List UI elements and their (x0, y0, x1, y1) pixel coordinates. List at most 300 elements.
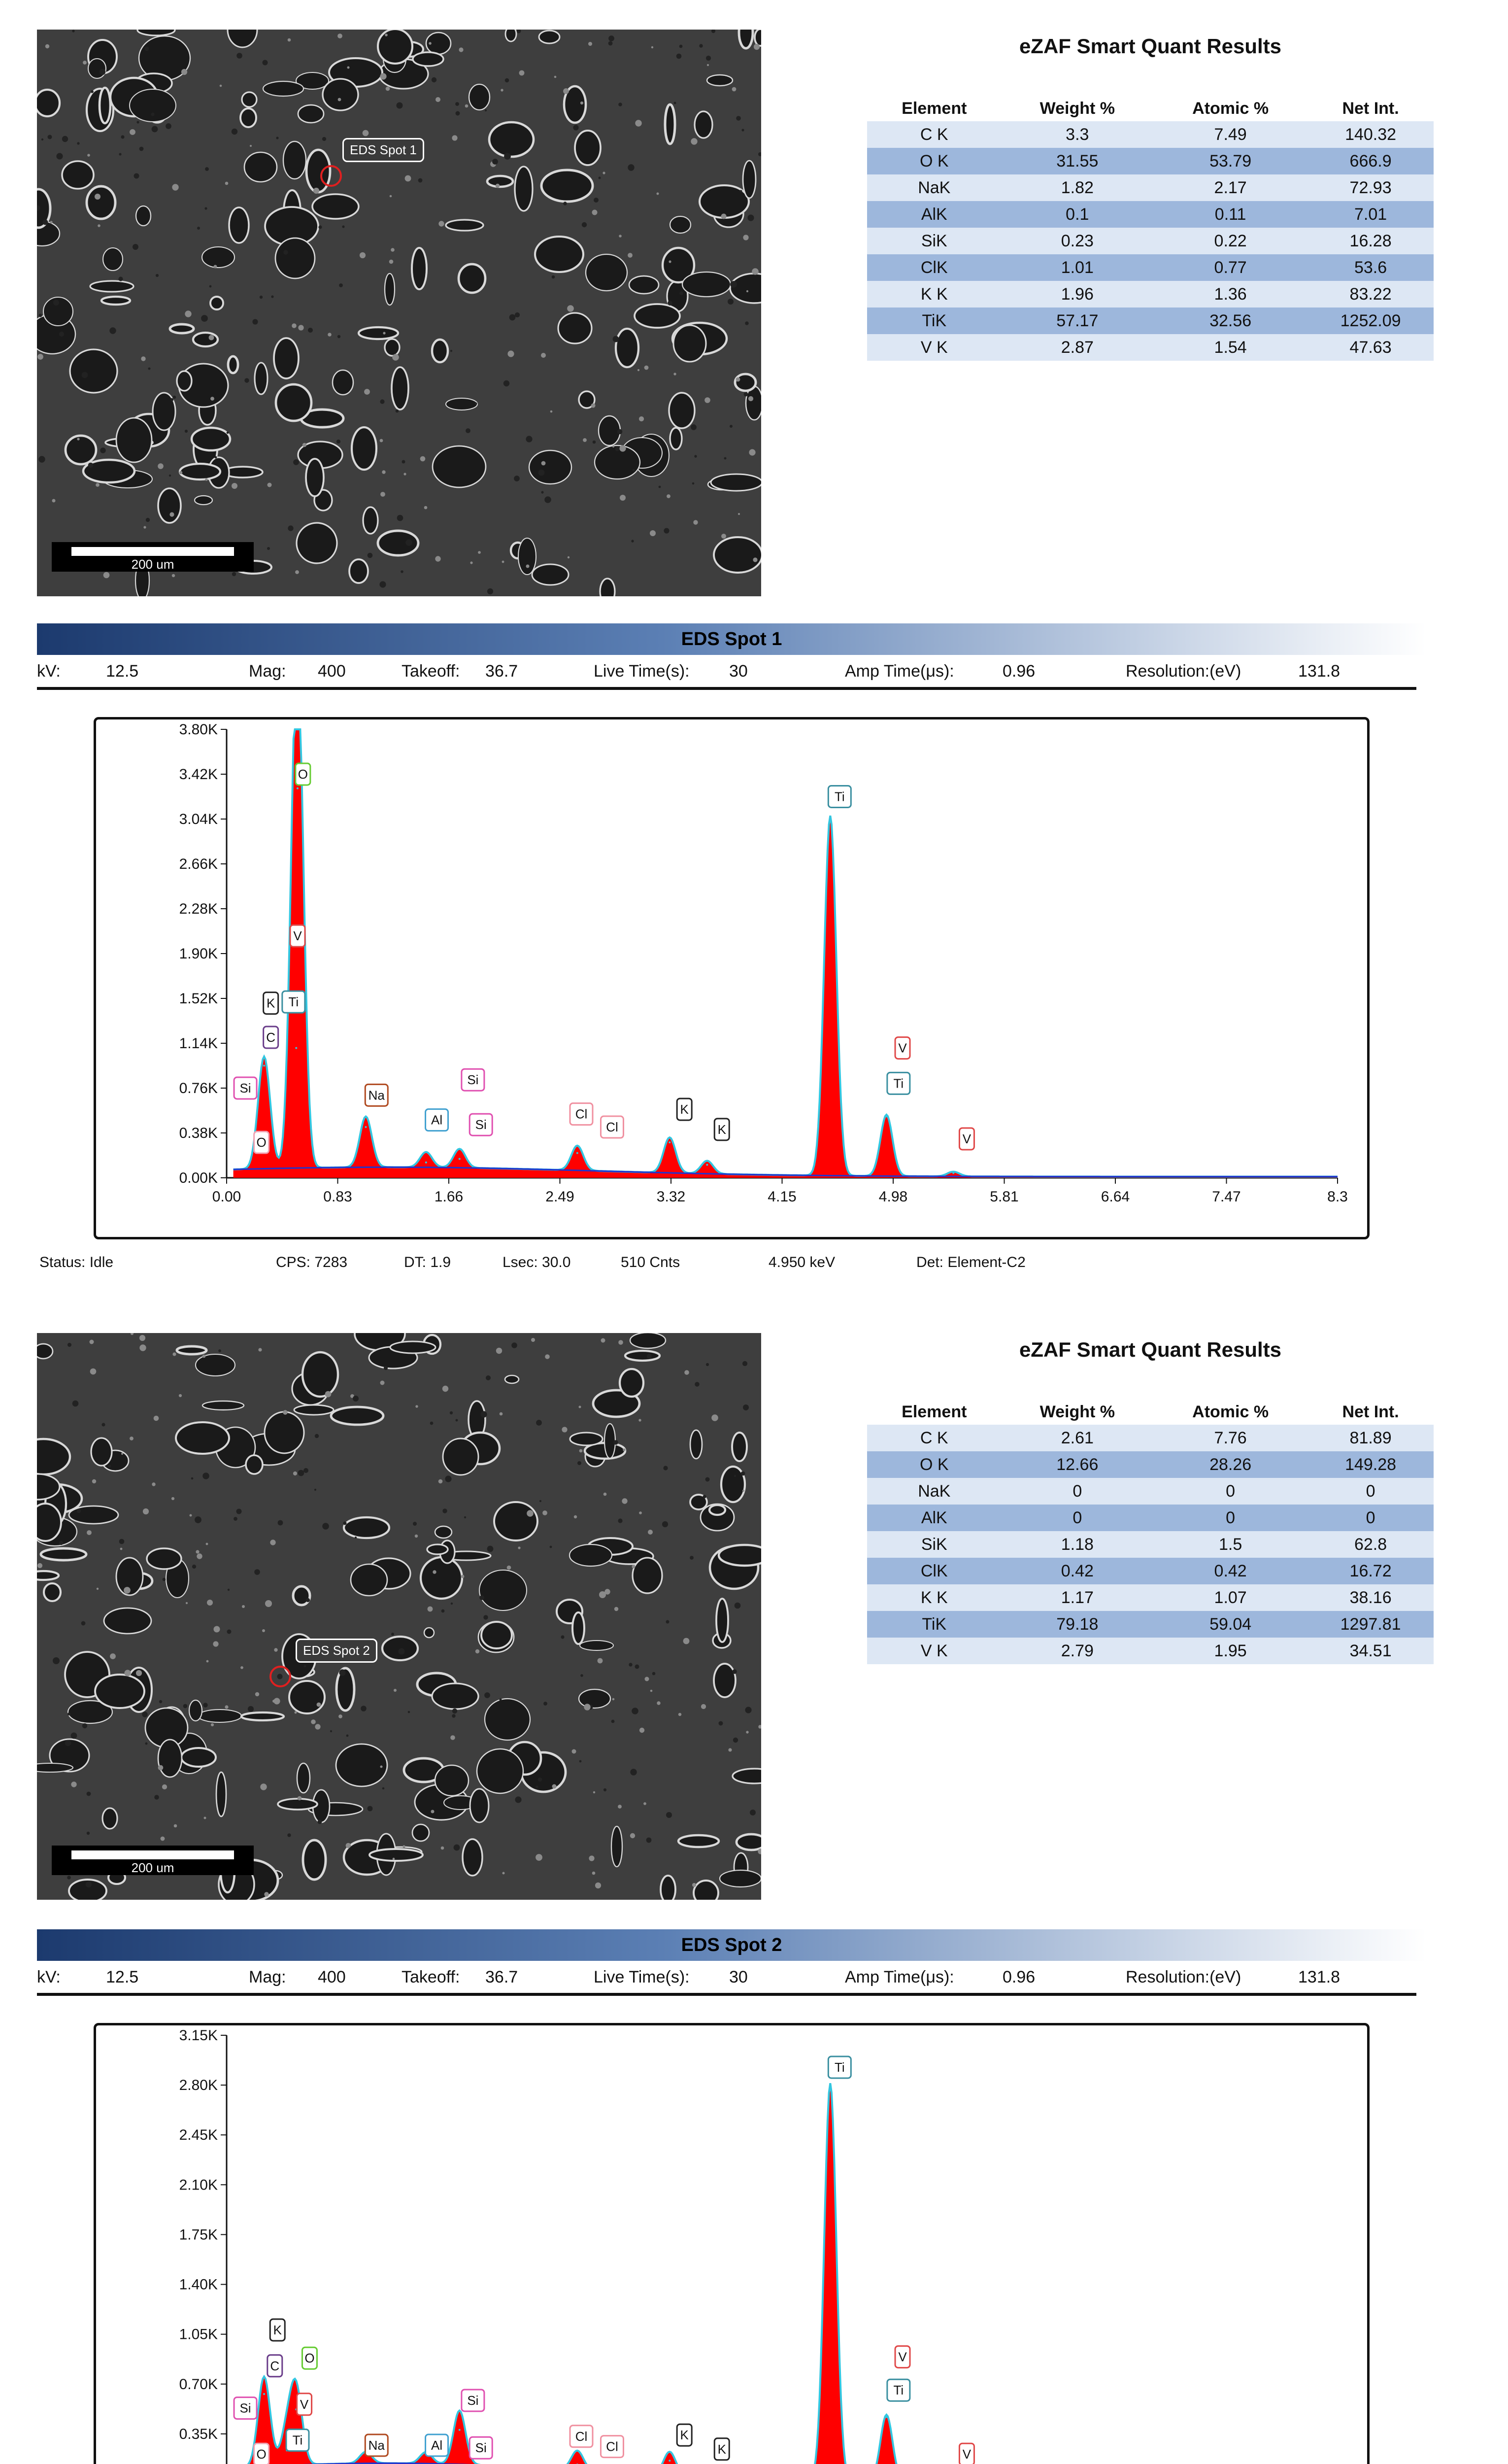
surface-grain (538, 1778, 542, 1782)
surface-grain (267, 547, 270, 550)
surface-grain (603, 1493, 607, 1496)
table-cell: 0.23 (1002, 228, 1154, 254)
surface-pit (37, 1439, 70, 1474)
acquisition-params (37, 1961, 1416, 1996)
surface-pit (336, 1668, 354, 1711)
surface-grain (179, 1394, 182, 1397)
surface-pit (385, 339, 400, 356)
status-bar (39, 1254, 1419, 1274)
surface-grain (648, 1530, 653, 1535)
surface-pit (44, 1583, 61, 1601)
surface-grain (505, 78, 509, 83)
surface-grain (234, 1517, 237, 1521)
surface-grain (562, 1427, 567, 1432)
surface-grain (746, 1731, 748, 1733)
surface-pit (363, 507, 378, 534)
surface-grain (265, 1600, 272, 1607)
table-cell: 1252.09 (1307, 308, 1434, 334)
table-cell: 666.9 (1307, 148, 1434, 174)
surface-grain (227, 432, 229, 434)
table-row (867, 121, 1434, 148)
element-label: Ti (893, 1076, 904, 1091)
surface-grain (143, 526, 146, 528)
surface-pit (421, 1557, 462, 1599)
surface-pit (481, 1622, 512, 1648)
surface-grain (242, 1605, 245, 1608)
surface-grain (336, 440, 340, 444)
surface-grain (622, 1498, 627, 1504)
surface-grain (608, 35, 614, 41)
surface-pit (298, 105, 324, 123)
surface-grain (71, 1781, 76, 1787)
surface-grain (574, 1515, 577, 1518)
element-label: O (304, 2351, 315, 2366)
surface-grain (741, 1472, 745, 1476)
acq-amp: 0.96 (1003, 662, 1036, 681)
surface-grain (663, 1466, 668, 1470)
surface-grain (428, 1607, 433, 1612)
sem-image-1 (37, 30, 761, 596)
surface-pit (193, 333, 218, 346)
surface-pit (412, 1824, 429, 1841)
table-cell: V K (867, 334, 1002, 361)
surface-grain (380, 1766, 383, 1768)
surface-pit (170, 324, 194, 333)
table-cell: 7.01 (1307, 201, 1434, 228)
surface-grain (583, 438, 587, 442)
surface-grain (465, 104, 469, 108)
surface-grain (451, 1603, 453, 1605)
scale-bar-line (71, 547, 234, 556)
surface-grain (173, 396, 176, 399)
table-cell: 59.04 (1153, 1611, 1307, 1638)
table-row (867, 1425, 1434, 1451)
surface-grain (87, 1832, 90, 1835)
table-cell: 16.28 (1307, 228, 1434, 254)
surface-grain (588, 42, 592, 46)
surface-grain (262, 1629, 265, 1632)
surface-grain (151, 112, 154, 116)
surface-grain (258, 1348, 262, 1351)
surface-pit (359, 327, 398, 339)
surface-grain (721, 534, 726, 539)
surface-grain (743, 1404, 749, 1410)
surface-grain (148, 368, 151, 370)
surface-pit (103, 248, 123, 271)
surface-grain (45, 44, 49, 48)
surface-pit (196, 1354, 235, 1376)
y-tick-label: 2.66K (179, 856, 218, 872)
surface-grain (631, 540, 634, 542)
surface-grain (87, 154, 90, 157)
surface-grain (618, 1518, 622, 1523)
surface-pit (477, 1749, 523, 1793)
surface-grain (37, 354, 43, 360)
surface-grain (552, 275, 555, 279)
surface-grain (304, 1665, 306, 1668)
surface-grain (403, 473, 406, 475)
table-row (867, 1531, 1434, 1558)
surface-grain (684, 1370, 689, 1375)
acq-mag: 400 (318, 662, 346, 681)
acq-live: 30 (729, 662, 748, 681)
surface-grain (244, 378, 249, 382)
element-label: V (300, 2396, 309, 2412)
surface-grain (166, 123, 171, 129)
surface-grain (450, 350, 452, 352)
surface-pit (265, 1412, 304, 1453)
surface-grain (124, 1670, 131, 1676)
surface-grain (619, 235, 622, 238)
surface-grain (582, 222, 587, 227)
element-label: K (680, 1102, 689, 1117)
surface-pit (600, 579, 615, 596)
surface-grain (298, 1796, 302, 1801)
surface-grain (92, 1479, 96, 1483)
surface-grain (579, 1449, 583, 1453)
surface-grain (603, 1788, 606, 1791)
surface-grain (738, 513, 740, 515)
surface-grain (454, 1845, 460, 1851)
surface-grain (196, 1550, 199, 1553)
surface-grain (691, 424, 697, 430)
surface-grain (650, 530, 656, 536)
surface-pit (714, 537, 761, 573)
surface-grain (337, 335, 340, 338)
surface-grain (152, 126, 158, 133)
surface-grain (758, 1725, 761, 1728)
surface-grain (101, 1423, 105, 1426)
surface-pit (487, 176, 513, 187)
surface-grain (679, 291, 683, 295)
surface-grain (438, 221, 444, 226)
surface-pit (263, 81, 303, 96)
surface-pit (323, 79, 358, 110)
surface-grain (120, 1548, 123, 1550)
surface-grain (475, 1649, 479, 1653)
surface-grain (38, 456, 45, 462)
surface-grain (100, 69, 105, 75)
table-row (867, 174, 1434, 201)
surface-pit (586, 254, 627, 291)
surface-grain (592, 1872, 596, 1875)
surface-grain (393, 1858, 395, 1860)
surface-grain (292, 323, 297, 328)
peak-point (459, 1158, 461, 1160)
surface-grain (550, 1546, 552, 1548)
surface-pit (177, 1346, 206, 1354)
table-cell: 0.1 (1002, 201, 1154, 228)
sem-texture (37, 30, 761, 596)
table-header-row (867, 1400, 1434, 1425)
surface-grain (91, 90, 94, 93)
table-cell: 1.95 (1153, 1638, 1307, 1664)
surface-grain (141, 356, 145, 361)
surface-grain (342, 225, 344, 228)
surface-grain (517, 30, 521, 33)
surface-grain (683, 1638, 690, 1644)
table-cell: TiK (867, 1611, 1002, 1638)
surface-pit (195, 496, 212, 505)
surface-grain (628, 253, 633, 258)
surface-grain (322, 1523, 329, 1530)
surface-grain (190, 1514, 192, 1517)
surface-pit (535, 237, 583, 272)
peak-point (576, 1152, 578, 1154)
surface-grain (572, 1749, 576, 1754)
table-cell: 1.96 (1002, 281, 1154, 308)
acq-amp-label: Amp Time(μs): (845, 1968, 954, 1986)
surface-pit (390, 1341, 436, 1353)
surface-grain (163, 1578, 166, 1581)
surface-grain (278, 1520, 283, 1526)
spectrum-area (234, 2083, 1338, 2464)
surface-pit (278, 1799, 317, 1810)
surface-grain (264, 1892, 268, 1896)
surface-grain (515, 312, 520, 317)
scale-bar (52, 542, 254, 572)
surface-grain (541, 461, 546, 466)
element-label: Ti (288, 994, 299, 1010)
surface-pit (385, 274, 395, 305)
element-label: O (256, 2447, 267, 2462)
surface-grain (158, 463, 164, 469)
surface-grain (478, 551, 481, 554)
surface-grain (82, 372, 88, 378)
column-header: Net Int. (1307, 96, 1434, 121)
surface-pit (435, 1765, 469, 1796)
surface-grain (691, 138, 697, 144)
surface-pit (382, 1637, 418, 1660)
surface-pit (37, 1504, 61, 1541)
element-label: Ti (834, 789, 845, 804)
surface-grain (593, 441, 596, 444)
table-cell: 0.42 (1002, 1558, 1154, 1584)
surface-pit (88, 59, 106, 78)
surface-grain (382, 470, 385, 474)
surface-pit (180, 464, 220, 479)
surface-grain (108, 1465, 111, 1468)
surface-grain (507, 350, 514, 357)
surface-pit (351, 1564, 387, 1596)
surface-grain (318, 225, 322, 229)
surface-pit (694, 1881, 718, 1900)
surface-grain (408, 1770, 410, 1772)
surface-grain (152, 1482, 155, 1486)
table-cell: 0 (1002, 1478, 1154, 1505)
surface-grain (645, 1677, 649, 1681)
surface-grain (90, 1340, 94, 1344)
surface-pit (669, 393, 695, 428)
table-cell: NaK (867, 1478, 1002, 1505)
surface-grain (53, 300, 59, 306)
surface-grain (612, 1698, 615, 1701)
table-cell: 47.63 (1307, 334, 1434, 361)
peak-point (669, 1141, 670, 1143)
surface-grain (479, 1595, 484, 1600)
surface-grain (579, 1406, 581, 1408)
surface-grain (706, 1363, 709, 1366)
surface-grain (418, 178, 423, 183)
y-tick-label: 0.35K (179, 2426, 218, 2442)
surface-grain (666, 1812, 672, 1818)
surface-pit (579, 1689, 610, 1708)
surface-grain (436, 97, 440, 102)
surface-grain (274, 1648, 277, 1651)
surface-grain (561, 1635, 564, 1639)
surface-grain (161, 1837, 165, 1841)
surface-pit (424, 1628, 434, 1638)
surface-grain (218, 1349, 221, 1352)
surface-grain (88, 463, 94, 468)
surface-grain (191, 1477, 194, 1480)
surface-grain (536, 1785, 538, 1788)
surface-pit (539, 31, 560, 43)
surface-grain (210, 397, 214, 401)
surface-grain (515, 1796, 521, 1803)
scale-label: 200 um (131, 1860, 174, 1875)
surface-grain (380, 439, 383, 443)
surface-grain (283, 250, 288, 255)
surface-pit (176, 1422, 229, 1454)
surface-grain (130, 1437, 134, 1440)
surface-grain (580, 1674, 583, 1677)
surface-grain (500, 1412, 503, 1416)
surface-grain (501, 89, 503, 91)
surface-grain (735, 1603, 741, 1609)
peak-point (706, 1164, 708, 1166)
surface-pit (246, 1455, 263, 1474)
surface-pit (62, 161, 94, 189)
acq-res: 131.8 (1298, 662, 1340, 681)
surface-grain (162, 1784, 167, 1789)
surface-grain (593, 1791, 595, 1793)
table-cell: 7.49 (1153, 121, 1307, 148)
surface-grain (589, 1855, 594, 1861)
surface-pit (241, 1712, 284, 1720)
spectrum-plot (96, 2025, 1367, 2464)
table-cell: 31.55 (1002, 148, 1154, 174)
surface-grain (385, 34, 388, 36)
surface-grain (736, 377, 740, 382)
surface-grain (195, 1516, 201, 1523)
surface-grain (314, 1489, 316, 1491)
surface-pit (446, 220, 483, 231)
surface-pit (116, 418, 152, 462)
surface-grain (214, 265, 217, 269)
surface-pit (198, 1710, 241, 1722)
acq-mag-label: Mag: (249, 1968, 286, 1986)
surface-grain (464, 1516, 466, 1518)
surface-grain (303, 1468, 308, 1473)
surface-grain (227, 1630, 232, 1634)
table-row (867, 201, 1434, 228)
surface-grain (382, 1787, 385, 1790)
surface-grain (293, 459, 299, 465)
surface-grain (215, 456, 217, 459)
surface-grain (185, 430, 188, 433)
element-label: Cl (606, 2439, 618, 2454)
surface-grain (748, 396, 753, 401)
surface-grain (343, 1521, 346, 1525)
surface-grain (271, 295, 273, 298)
surface-grain (146, 518, 150, 522)
surface-grain (568, 556, 570, 558)
surface-grain (77, 1509, 81, 1513)
table-cell: 1.18 (1002, 1531, 1154, 1558)
surface-grain (652, 1672, 656, 1676)
surface-grain (743, 235, 748, 240)
surface-pit (147, 1548, 181, 1569)
table-cell: 53.79 (1153, 148, 1307, 174)
surface-pit (732, 1433, 747, 1461)
surface-pit (413, 52, 443, 66)
table-cell: TiK (867, 308, 1002, 334)
surface-grain (750, 1810, 756, 1815)
surface-grain (611, 1720, 615, 1723)
surface-pit (210, 297, 223, 309)
surface-grain (679, 45, 683, 48)
surface-grain (635, 1665, 639, 1669)
surface-grain (484, 1692, 490, 1698)
surface-grain (119, 153, 121, 155)
surface-pit (690, 1430, 702, 1459)
spectrum-area (234, 729, 1338, 1178)
surface-pit (611, 1826, 622, 1867)
acq-kv: 12.5 (106, 662, 139, 681)
surface-pit (432, 340, 448, 362)
surface-grain (328, 333, 332, 337)
table-cell: 1.54 (1153, 334, 1307, 361)
surface-grain (211, 1723, 214, 1726)
x-tick-label: 0.83 (323, 1189, 352, 1205)
surface-grain (315, 1724, 320, 1729)
surface-grain (67, 1343, 71, 1347)
surface-grain (206, 1660, 209, 1663)
spectrum-plot (96, 719, 1367, 1237)
surface-grain (287, 1833, 291, 1837)
table-row (867, 228, 1434, 254)
surface-pit (515, 167, 533, 211)
surface-grain (694, 455, 697, 457)
surface-grain (632, 1565, 635, 1568)
surface-grain (711, 30, 715, 33)
surface-grain (752, 268, 759, 275)
surface-grain (248, 1706, 254, 1712)
surface-grain (736, 116, 741, 121)
element-label: Al (431, 1112, 443, 1128)
surface-grain (496, 184, 500, 188)
sem-image-2 (37, 1333, 761, 1900)
surface-pit (216, 1772, 226, 1816)
surface-pit (665, 104, 675, 144)
surface-pit (479, 1570, 527, 1610)
status-det: Det: Element-C2 (916, 1254, 1026, 1270)
surface-grain (483, 1615, 488, 1619)
surface-grain (526, 436, 532, 442)
surface-grain (692, 1883, 696, 1887)
y-tick-label: 0.76K (179, 1080, 218, 1096)
surface-grain (174, 1824, 177, 1828)
surface-pit (378, 30, 412, 64)
surface-grain (121, 1453, 123, 1455)
surface-grain (707, 64, 709, 66)
surface-grain (220, 85, 222, 87)
surface-pit (494, 1502, 537, 1540)
surface-grain (225, 182, 229, 185)
table-cell: AlK (867, 201, 1002, 228)
surface-grain (380, 492, 385, 497)
